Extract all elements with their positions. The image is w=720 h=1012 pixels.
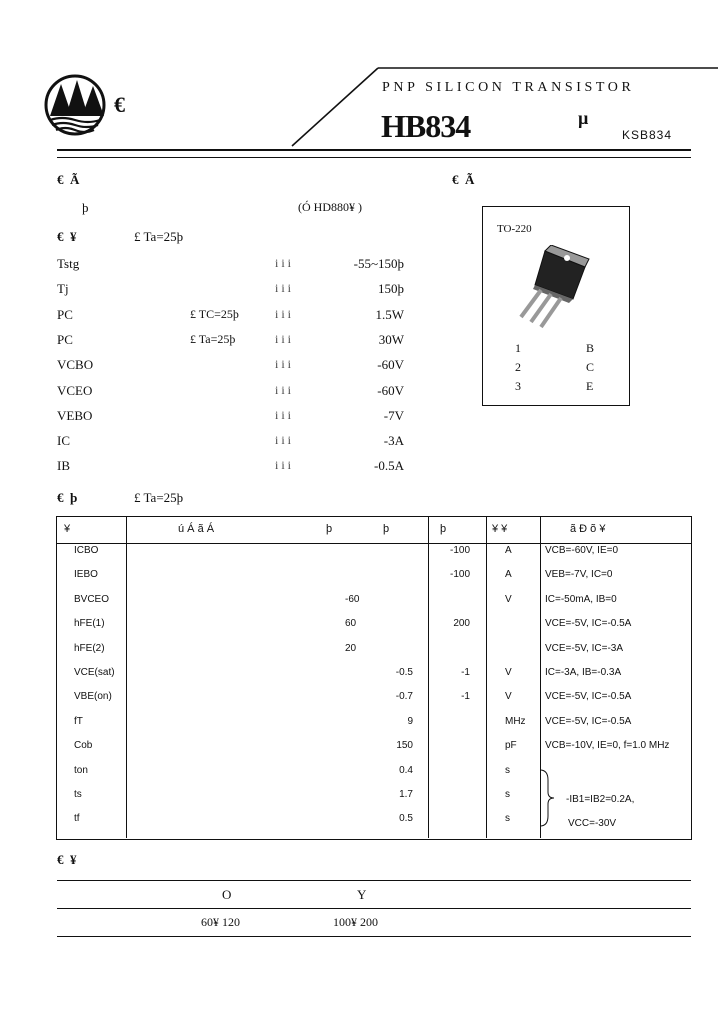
elec-max: 200 [453,618,470,630]
abs-max-value: -60V [377,382,404,398]
elec-cond: IC=-50mA, IB=0 [545,593,617,605]
rank-y: Y [357,887,367,902]
elec-header-cell: ú Á ã Á [178,523,215,535]
elec-param: ICBO [74,545,99,556]
elec-unit: s [505,764,510,776]
elec-param: BVCEO [74,593,110,605]
elec-param: Cob [74,740,93,752]
abs-max-symbol: VCBO [57,357,94,373]
abs-max-value: -60V [377,357,404,373]
range-y: 100¥ 200 [333,915,378,929]
elec-header-cell: ¥ [64,523,71,535]
pin-number: 3 [515,379,521,393]
elec-header-cell: þ [383,523,390,535]
abs-max-symbol: PC [57,306,73,322]
abs-max-leader: i i i [275,256,292,270]
elec-header-cell: þ [440,523,447,535]
elec-unit: A [505,545,512,556]
elec-cond: VCE=-5V, IC=-0.5A [545,715,632,727]
elec-header-cell: ã Ð õ ¥ [570,523,606,535]
elec-param: VBE(on) [74,691,112,703]
abs-max-symbol: PC [57,331,73,347]
class-rule-top [57,880,691,881]
elec-min: -60 [345,593,360,605]
elec-table-frame [56,516,692,840]
elec-typ: 1.7 [399,789,413,800]
elec-header-cell: þ [326,523,333,535]
abs-max-symbol: IB [57,458,70,474]
abs-max-value: -7V [383,407,404,423]
elec-condition: £ Ta=25þ [134,490,184,505]
abs-max-leader: i i i [275,357,292,372]
abs-max-cond: £ TC=25þ [190,306,239,321]
elec-unit: s [505,789,510,800]
class-heading: € ¥ [57,852,77,867]
abs-max-value: -0.5A [374,458,404,474]
elec-param: ton [74,764,88,776]
class-rule-bottom [57,936,691,937]
abs-max-heading: € ¥ [57,229,77,244]
abs-max-cond: £ Ta=25þ [190,331,236,346]
elec-typ: -0.7 [395,691,413,703]
pin-number: 2 [515,360,521,374]
abs-max-symbol: Tstg [57,256,80,271]
abs-max-symbol: VEBO [57,407,93,423]
elec-typ: 9 [407,715,413,727]
col-divider [486,517,487,838]
elec-unit: V [505,667,512,678]
abs-max-value: 30W [378,331,404,347]
abs-max-condition: £ Ta=25þ [134,229,184,244]
elec-param: IEBO [74,569,98,581]
elec-unit: V [505,593,512,605]
elec-typ: 0.5 [399,813,413,825]
applications-heading: € Ã [57,172,80,187]
elec-cond: VCE=-5V, IC=-3A [545,642,624,654]
elec-cond: IC=-3A, IB=-0.3A [545,667,622,678]
elec-min: 60 [345,618,357,630]
rank-o: O [222,887,232,902]
elec-min: 20 [345,642,357,654]
elec-typ: -0.5 [395,667,413,678]
package-name: TO-220 [497,223,532,235]
equivalent-part: KSB834 [622,128,673,142]
elec-cond: VEB=-7V, IC=0 [545,569,613,581]
abs-max-value: 1.5W [375,306,404,322]
elec-cond: VCB=-10V, IE=0, f=1.0 MHz [545,740,670,752]
elec-unit: MHz [505,715,526,727]
pin-name: C [586,360,595,374]
elec-param: tf [74,813,80,825]
pin-name: E [586,379,594,393]
abs-max-value: 150þ [378,281,404,297]
logo-glyph: € [114,92,125,117]
elec-unit: pF [505,740,517,752]
elec-max: -100 [449,545,470,556]
document-title: PNP SILICON TRANSISTOR [382,80,635,95]
complement-note: (Ó HD880¥ ) [298,200,362,214]
switching-cond-1: -IB1=IB2=0.2A, [566,794,635,805]
complement-prefix: þ [82,200,89,215]
company-logo [44,72,114,142]
abs-max-symbol: Tj [57,281,69,297]
class-rule-mid [57,908,691,909]
elec-unit: V [505,691,512,703]
elec-cond: VCE=-5V, IC=-0.5A [545,618,632,630]
elec-cond: VCE=-5V, IC=-0.5A [545,691,632,703]
elec-typ: 150 [396,740,413,752]
range-o: 60¥ 120 [201,915,240,929]
abs-max-leader: i i i [275,433,292,448]
package-box [482,206,630,406]
header-rule-thick [57,149,691,151]
header-rule-thin [57,157,691,158]
elec-cond: VCB=-60V, IE=0 [545,545,619,556]
pin-number: 1 [515,341,521,355]
abs-max-leader: i i i [275,331,292,346]
pin-name: B [586,341,595,355]
abs-max-leader: i i i [275,382,292,397]
switching-brace [538,768,560,828]
abs-max-leader: i i i [275,281,292,296]
header-divider [57,543,691,544]
switching-cond-2: VCC=-30V [568,818,617,829]
part-number: HB834 [381,108,471,144]
abs-max-value: -3A [383,433,404,449]
elec-max: -100 [449,569,470,581]
to220-package-icon [507,245,597,335]
part-suffix-glyph: µ [578,108,589,128]
elec-param: VCE(sat) [74,667,115,678]
abs-max-leader: i i i [275,306,292,321]
elec-typ: 0.4 [399,764,413,776]
elec-heading: € þ [57,490,78,505]
elec-unit: s [505,813,510,825]
elec-param: hFE(2) [74,642,105,654]
abs-max-leader: i i i [275,458,292,473]
abs-max-symbol: IC [57,433,70,449]
elec-max: -1 [461,667,470,678]
abs-max-value: -55~150þ [353,256,404,271]
elec-max: -1 [461,691,470,703]
col-divider [126,517,127,838]
abs-max-symbol: VCEO [57,382,93,398]
elec-header-cell: ¥ ¥ [492,523,508,535]
elec-param: ts [74,789,82,800]
abs-max-leader: i i i [275,407,292,422]
elec-param: hFE(1) [74,618,105,630]
features-heading: € Ã [452,172,475,187]
col-divider [428,517,429,838]
elec-unit: A [505,569,512,581]
elec-param: fT [74,715,83,727]
